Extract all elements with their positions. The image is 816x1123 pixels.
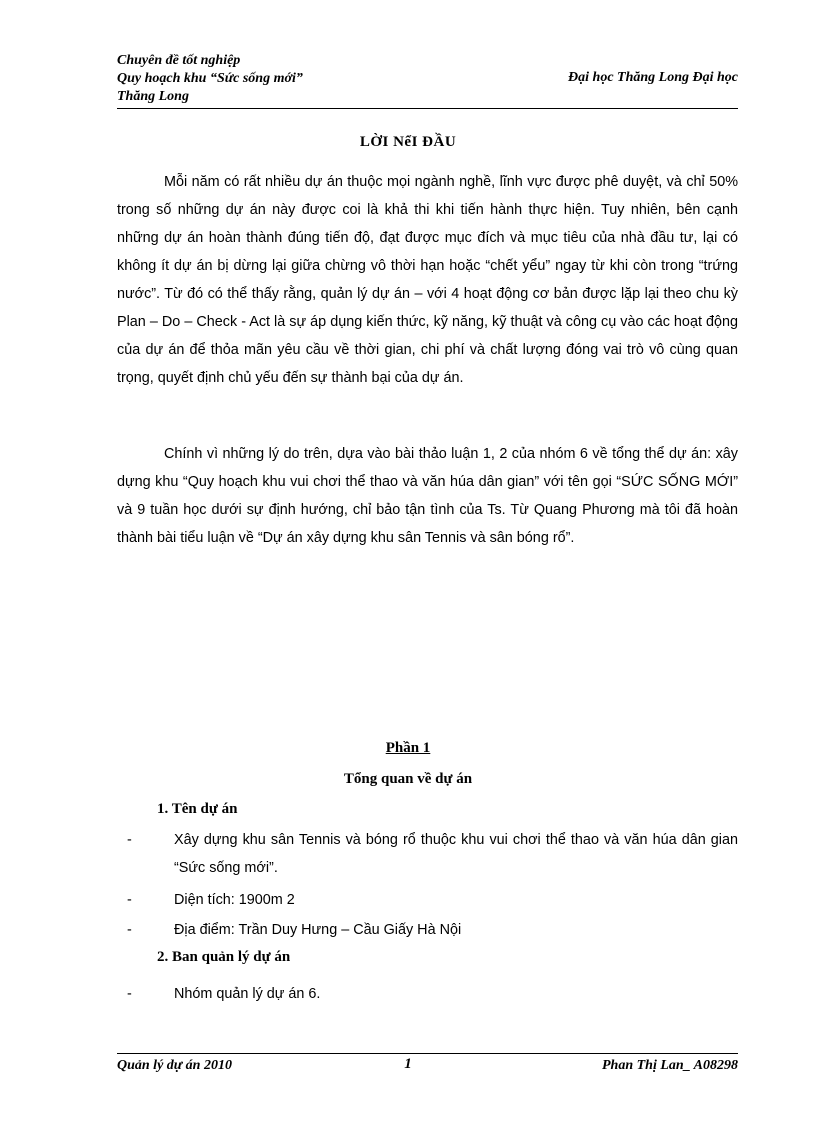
- footer-divider: [117, 1053, 738, 1054]
- paragraph-text: Mỗi năm có rất nhiều dự án thuộc mọi ngành nghề, lĩnh vực được phê duyệt, và chỉ 50% trong số những dự án này được coi là khả thi khi tiến hành thực hiện. Tuy nhiên, bên cạnh những dự án hoàn thành đúng tiến độ, đạt được mục đích và mục tiêu của nhà đầu tư, lại có không ít dự án bị dừng lại giữa chừng vô thời hạn hoặc “chết yểu” ngay từ khi còn trong “trứng nước”. Từ đó có thể thấy rằng, quản lý dự án – với 4 hoạt động cơ bản được lặp lại theo chu kỳ Plan – Do – Check - Act là sự áp dụng kiến thức, kỹ năng, kỹ thuật và công cụ vào các hoạt động của dự án để thỏa mãn yêu cầu về thời gian, chi phí và chất lượng đóng vai trò vô cùng quan trọng, quyết định chủ yếu đến sự thành bại của dự án.: [117, 174, 738, 386]
- dash-bullet: -: [127, 922, 132, 938]
- list-item-text: Diện tích: 1900m 2: [174, 892, 295, 908]
- list-item-text: Xây dựng khu sân Tennis và bóng rổ thuộc khu vui chơi thể thao và văn húa dân gian “Sức sống mới”.: [174, 832, 738, 876]
- list-item: [117, 826, 738, 882]
- header-left: [117, 52, 303, 106]
- page-title: LỜI NểI ĐẦU: [359, 134, 457, 150]
- footer-author: Phan Thị Lan_ A08298: [601, 1058, 738, 1073]
- header-university-cont: Thăng Long: [117, 89, 189, 104]
- header-divider: [117, 108, 738, 109]
- section-heading-1: 1. Tên dự án: [157, 801, 238, 817]
- part-title: Tổng quan về dự án: [343, 771, 473, 787]
- dash-bullet: -: [127, 892, 132, 908]
- section-heading-2: 2. Ban quản lý dự án: [157, 949, 291, 965]
- paragraph-text: Chính vì những lý do trên, dựa vào bài thảo luận 1, 2 của nhóm 6 về tổng thể dự án: xây dựng khu “Quy hoạch khu vui chơi thể thao và văn húa dân gian” với tên gọi “SỨC SỐNG MỚI” và 9 tuần học dưới sự định hướng, chỉ bảo tận tình của Ts. Từ Quang Phương mà tôi đã hoàn thành bài tiểu luận về “Dự án xây dựng khu sân Tennis và sân bóng rổ”.: [117, 446, 738, 546]
- part-label: Phần 1: [385, 740, 431, 756]
- intro-paragraph-2: [117, 440, 738, 552]
- dash-bullet: -: [127, 986, 132, 1002]
- header-university: Đại học Thăng Long Đại học: [568, 70, 738, 85]
- dash-bullet: -: [127, 832, 132, 848]
- list-item: [117, 980, 738, 1008]
- intro-paragraph-1: [117, 168, 738, 392]
- list-item: [117, 886, 738, 914]
- header-project-name: Quy hoạch khu “Sức sống mới”: [117, 71, 303, 86]
- page-number: 1: [404, 1056, 412, 1072]
- list-item-text: Nhóm quản lý dự án 6.: [174, 986, 321, 1002]
- footer-course: Quản lý dự án 2010: [117, 1058, 232, 1073]
- list-item-text: Địa điểm: Trần Duy Hưng – Cầu Giấy Hà Nội: [174, 922, 462, 938]
- list-item: [117, 916, 738, 944]
- header-doc-type: Chuyên đề tốt nghiệp: [117, 53, 241, 68]
